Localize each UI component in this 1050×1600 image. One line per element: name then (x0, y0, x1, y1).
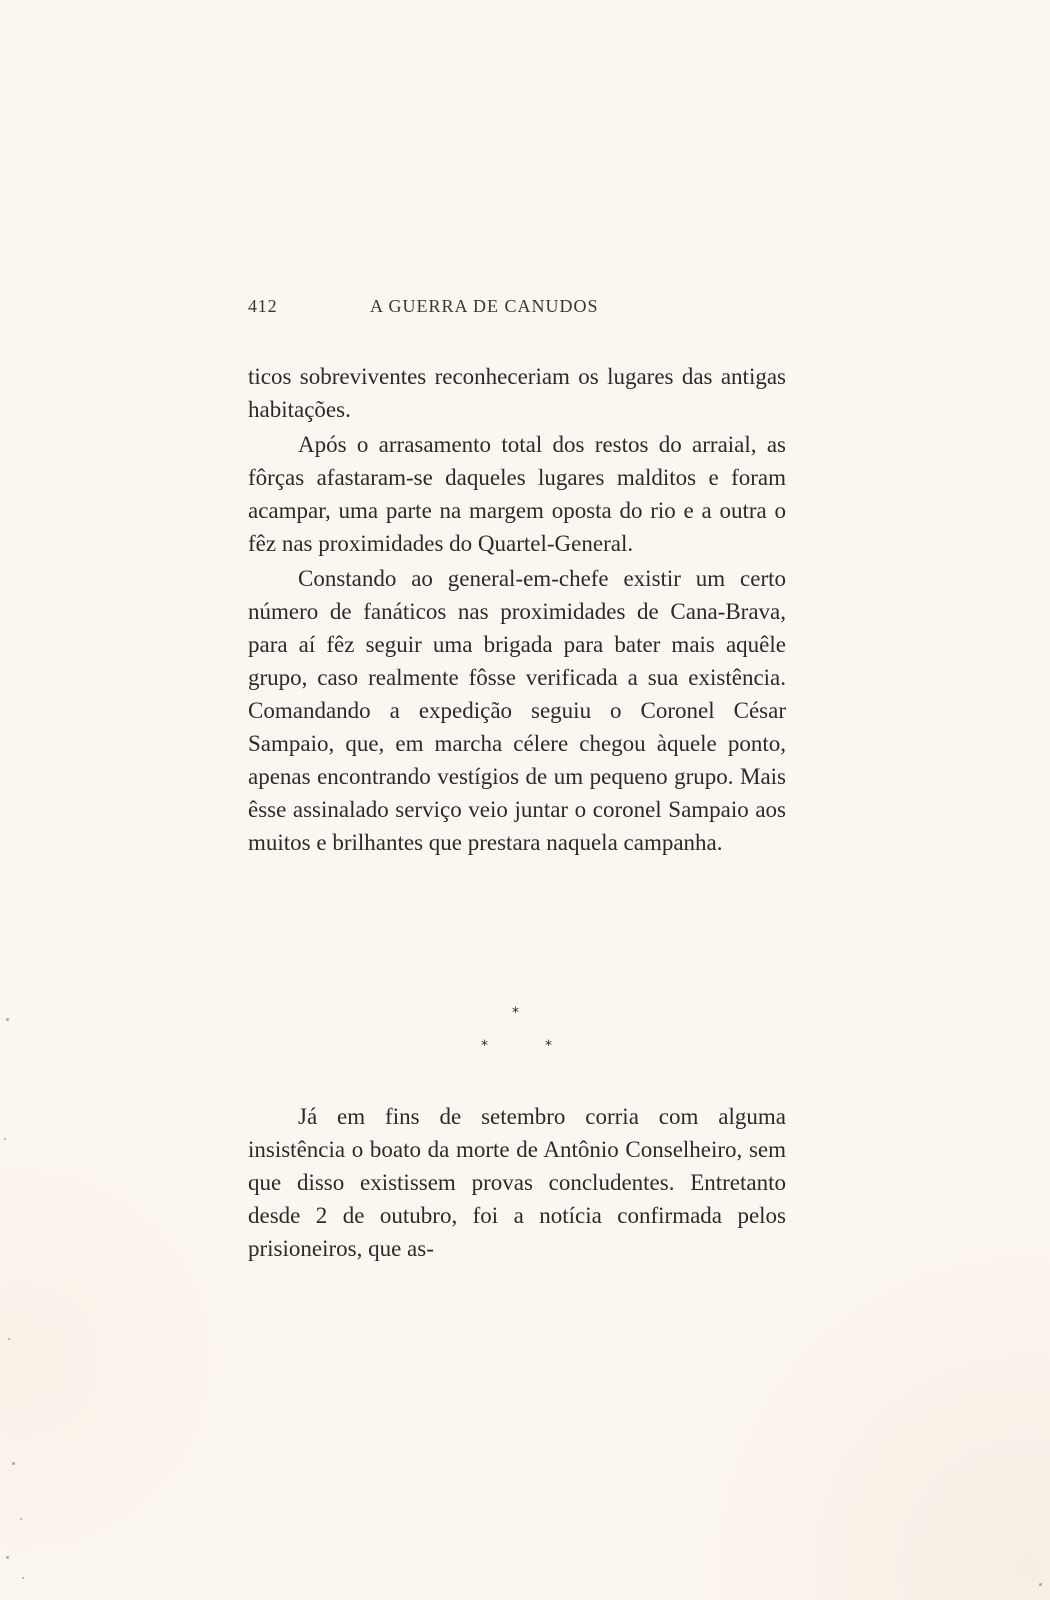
paper-speck (22, 1577, 24, 1579)
section-break-star-top: * (512, 1005, 519, 1021)
running-title: A GUERRA DE CANUDOS (370, 296, 599, 316)
main-text-block (248, 360, 786, 859)
second-text-block (248, 1100, 786, 1265)
page-number: 412 (248, 296, 278, 316)
paragraph-arrasamento: Após o arrasamento total dos restos do arraial, as fôrças afastaram-se daqueles lugares malditos e foram acampar, uma parte na margem oposta do rio e a outra o fêz nas proximidades do Quartel-General. (248, 432, 786, 556)
paper-speck (8, 1338, 10, 1340)
section-break-star-right: * (545, 1038, 552, 1054)
paper-speck (4, 1138, 6, 1140)
paper-speck (6, 1018, 9, 1021)
paper-speck (1039, 1583, 1042, 1586)
paper-speck (20, 1518, 22, 1520)
paragraph-conselheiro: Já em fins de setembro corria com alguma insistência o boato da morte de Antônio Conselheiro, sem que disso existissem provas concludentes. Entretanto desde 2 de outubro, foi a notícia confirmada pelos prisioneiros, que as- (248, 1104, 786, 1261)
paragraph-continuation: ticos sobreviventes reconheceriam os lugares das antigas habitações. (248, 364, 786, 422)
paragraph-cana-brava: Constando ao general-em-chefe existir um certo número de fanáticos nas proximidades de Cana-Brava, para aí fêz seguir uma brigada para bater mais aquêle grupo, caso realmente fôsse verificada a sua existência. Comandando a expedição seguiu o Coronel César Sampaio, que, em marcha célere chegou àquele ponto, apenas encontrando vestígios de um pequeno grupo. Mais êsse assinalado serviço veio juntar o coronel Sampaio aos muitos e brilhantes que prestara naquela campanha. (248, 566, 786, 855)
paper-speck (12, 1462, 15, 1465)
paper-speck (6, 1556, 9, 1559)
section-break-star-left: * (481, 1038, 488, 1054)
running-head (248, 296, 788, 320)
